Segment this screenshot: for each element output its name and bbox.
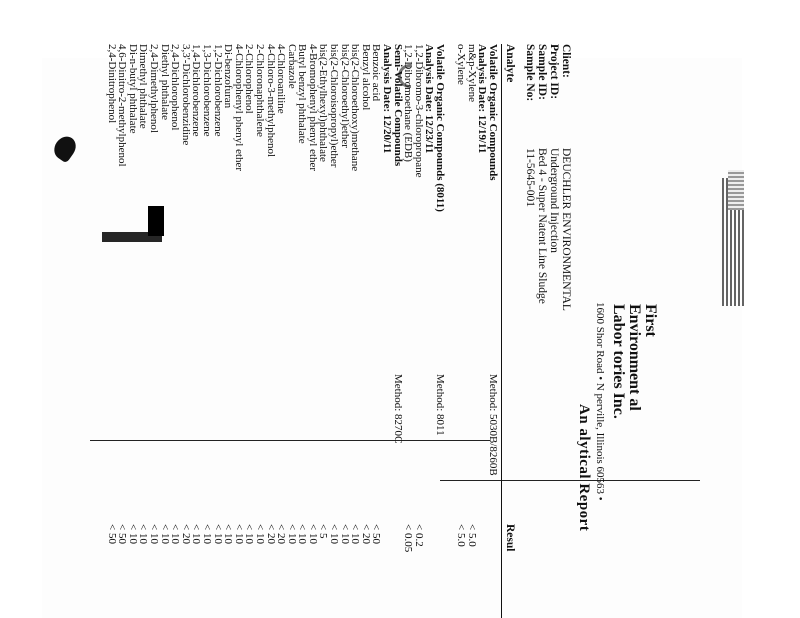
analyte-column-header: Analyte bbox=[504, 44, 516, 83]
analyte-name: 4-Chloroaniline bbox=[275, 44, 288, 114]
analyte-result: < 10 bbox=[190, 524, 203, 544]
analyte-result: < 10 bbox=[285, 524, 298, 544]
analytical-report-page bbox=[28, 44, 658, 618]
analyte-name: 4-Chlorophenyl phenyl ether bbox=[232, 44, 245, 172]
analyte-name: bis(2-Chloroethoxy)methane bbox=[349, 44, 362, 172]
analyte-row bbox=[265, 44, 276, 618]
analyte-result: < 5.0 bbox=[455, 524, 468, 547]
analyte-result: < 50 bbox=[105, 524, 118, 544]
analyte-row bbox=[403, 44, 414, 618]
client-info-block bbox=[508, 44, 582, 618]
analyte-row bbox=[329, 44, 340, 618]
analyte-result: < 10 bbox=[349, 524, 362, 544]
analyte-row bbox=[223, 44, 234, 618]
analyte-row bbox=[350, 44, 361, 618]
client-label: Client: bbox=[560, 44, 572, 78]
project-id-value: Underground Injection bbox=[548, 148, 560, 253]
analyte-row bbox=[297, 44, 308, 618]
analyte-result: < 50 bbox=[370, 524, 383, 544]
analyte-result: < 0.05 bbox=[402, 524, 415, 553]
report-header bbox=[576, 44, 659, 618]
analyte-row bbox=[159, 44, 170, 618]
analyte-name: 2,4-Dimethylphenol bbox=[148, 44, 160, 133]
analyte-name: 2-Chloronaphthalene bbox=[253, 44, 266, 137]
analyte-row bbox=[466, 44, 477, 618]
analyte-method: Method: 8270C bbox=[391, 374, 404, 444]
analyte-result: < 20 bbox=[275, 524, 288, 544]
analyte-name: Di-benzofuran bbox=[222, 44, 235, 109]
analyte-name: o-Xylene bbox=[455, 44, 468, 85]
analyte-name: 1,2-Dibromoethane (EDB) bbox=[402, 44, 415, 162]
analyte-name: 4,6-Dinitro-2-methylphenol bbox=[116, 44, 129, 167]
analyte-name: 1,3-Dichlorobenzene bbox=[200, 44, 213, 137]
analyte-row bbox=[233, 44, 244, 618]
analyte-row bbox=[276, 44, 287, 618]
sample-no-value: 11-5645-001 bbox=[524, 148, 536, 207]
section-heading-row bbox=[392, 44, 403, 618]
analyte-result: < 10 bbox=[222, 524, 235, 544]
analyte-row bbox=[138, 44, 149, 618]
analyte-name: Butyl benzyl phthalate bbox=[296, 44, 309, 144]
analyte-name: 2,4-Dichlorophenol bbox=[169, 44, 182, 131]
analyte-result: < 10 bbox=[169, 524, 182, 544]
analyte-name: Benzoic acid bbox=[370, 44, 383, 102]
analyte-row bbox=[191, 44, 202, 618]
analyte-name: 1,2-Dichlorobenzene bbox=[211, 44, 224, 137]
analyte-result: < 10 bbox=[211, 524, 224, 544]
analyte-name: Analysis Date: 12/20/11 bbox=[381, 44, 394, 154]
analyte-name: 1,4-Dichlorobenzene bbox=[190, 44, 203, 137]
client-value: DEUCHLER ENVIRONMENTAL bbox=[560, 148, 572, 311]
analyte-name: Di-n-butyl phthalate bbox=[126, 44, 139, 134]
analyte-row bbox=[106, 44, 117, 618]
analyte-name: Diethyl phthalate bbox=[158, 44, 171, 121]
section-heading-row bbox=[434, 44, 445, 618]
analyte-method: Method: 8011 bbox=[434, 374, 447, 436]
analyte-row bbox=[413, 44, 424, 618]
analyte-row bbox=[456, 44, 467, 618]
analyte-name: bis(2-Chloroethyl)ether bbox=[338, 44, 351, 148]
analyte-name: 2-Chlorophenol bbox=[243, 44, 256, 114]
analyte-list bbox=[106, 44, 498, 618]
analyte-name: Analysis Date: 12/19/11 bbox=[476, 44, 489, 154]
analyte-name: Volatile Organic Compounds (8011) bbox=[434, 44, 447, 212]
analyte-result: < 10 bbox=[253, 524, 266, 544]
analyte-row bbox=[318, 44, 329, 618]
analyte-row bbox=[307, 44, 318, 618]
analyte-result: < 10 bbox=[137, 524, 150, 544]
sample-no-label: Sample No: bbox=[524, 44, 536, 102]
analyte-row bbox=[445, 44, 456, 618]
analyte-name: 3,3'-Dichlorobenzidine bbox=[179, 44, 192, 146]
lab-name-line1: First bbox=[642, 304, 659, 337]
analyte-row bbox=[117, 44, 128, 618]
analyte-name: m&p-Xylene bbox=[465, 44, 478, 103]
section-heading-row bbox=[477, 44, 488, 618]
analyte-result: < 10 bbox=[126, 524, 139, 544]
analyte-result: < 10 bbox=[296, 524, 309, 544]
project-id-label: Project ID: bbox=[548, 44, 560, 100]
analyte-name: Carbazole bbox=[285, 44, 298, 89]
analyte-result: < 10 bbox=[232, 524, 245, 544]
analyte-result: < 10 bbox=[158, 524, 171, 544]
analyte-row bbox=[127, 44, 138, 618]
sample-id-value: Bed 4 - Super Natent Line Sludge bbox=[536, 148, 548, 304]
analyte-name: Dimethyl phthalate bbox=[137, 44, 150, 129]
analyte-row bbox=[212, 44, 223, 618]
analyte-name: Analysis Date: 12/23/11 bbox=[423, 44, 436, 154]
analyte-result: < 20 bbox=[359, 524, 372, 544]
analyte-row bbox=[339, 44, 350, 618]
analyte-result: < 5.0 bbox=[465, 524, 478, 547]
analyte-row bbox=[286, 44, 297, 618]
analyte-result: < 10 bbox=[148, 524, 160, 544]
analyte-name: Semi-Volatile Compounds bbox=[391, 44, 404, 167]
lab-address: 1600 Shor Road • N perville, Illinois 60563 • bbox=[594, 302, 606, 501]
analyte-row bbox=[180, 44, 191, 618]
section-heading-row bbox=[424, 44, 435, 618]
lab-name bbox=[610, 304, 658, 419]
analyte-row bbox=[148, 44, 159, 618]
analyte-result: < 10 bbox=[328, 524, 341, 544]
analyte-result: < 0.2 bbox=[412, 524, 425, 547]
analyte-result: < 20 bbox=[264, 524, 277, 544]
analyte-name: 1,2-Dibromo-3-chloropropane bbox=[412, 44, 425, 178]
scan-noise-mark-2 bbox=[728, 170, 744, 210]
analyte-row bbox=[244, 44, 255, 618]
analyte-name: Benzyl alcohol bbox=[359, 44, 372, 111]
analyte-result: < 10 bbox=[243, 524, 256, 544]
analyte-row bbox=[254, 44, 265, 618]
analyte-method: Method: 5030B/8260B bbox=[487, 374, 499, 476]
analyte-result: < 50 bbox=[116, 524, 129, 544]
analyte-name: 2,4-Dinitrophenol bbox=[105, 44, 118, 124]
analyte-result: < 20 bbox=[179, 524, 192, 544]
analyte-row bbox=[170, 44, 181, 618]
section-heading-row bbox=[487, 44, 498, 618]
header-rule bbox=[501, 44, 502, 618]
result-column-header: Resul bbox=[504, 524, 516, 552]
analyte-row bbox=[360, 44, 371, 618]
analyte-result: < 10 bbox=[338, 524, 351, 544]
redaction-mark-2 bbox=[102, 232, 162, 242]
section-heading-row bbox=[381, 44, 392, 618]
analyte-name: 4-Chloro-3-methylphenol bbox=[264, 44, 277, 158]
sample-id-label: Sample ID: bbox=[536, 44, 548, 100]
analyte-row bbox=[201, 44, 212, 618]
analyte-row bbox=[371, 44, 382, 618]
lab-name-line3: Labor tories Inc. bbox=[610, 304, 627, 419]
lab-name-line2: Environment al bbox=[626, 304, 643, 411]
report-title: An alytical Report bbox=[576, 404, 592, 532]
analyte-name: bis(2-Ethylhexyl)phthalate bbox=[317, 44, 330, 162]
analyte-result: < 5 bbox=[317, 524, 330, 539]
analyte-result: < 10 bbox=[200, 524, 213, 544]
analyte-name: 4-Bromophenyl phenyl ether bbox=[306, 44, 319, 172]
analyte-result: < 10 bbox=[306, 524, 319, 544]
analyte-name: bis(2-Chloroisopropyl)ether bbox=[328, 44, 341, 168]
analyte-name: Volatile Organic Compounds bbox=[487, 44, 499, 181]
